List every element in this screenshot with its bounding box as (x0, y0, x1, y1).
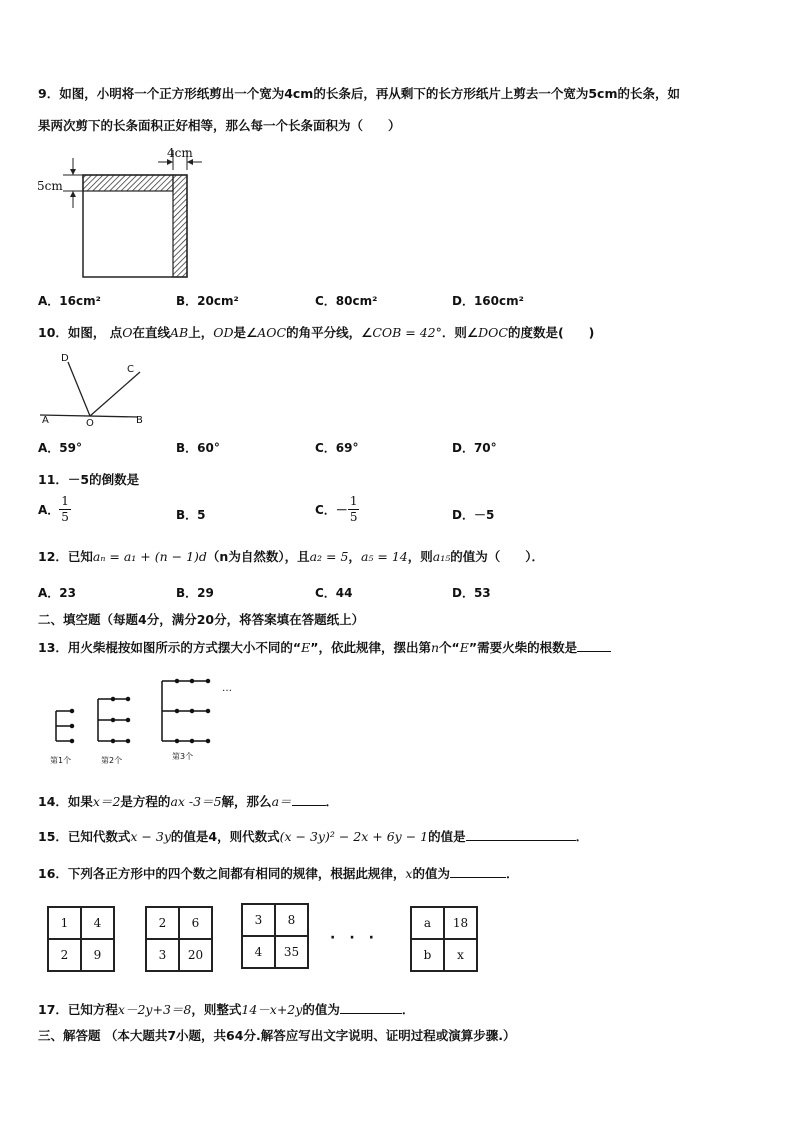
q10-text: 10．如图， 点O在直线AB上，OD是∠AOC的角平分线，∠COB = 42°．则∠DOC的度数是( ) (38, 325, 595, 340)
q9-option-d[interactable]: D．160cm² (452, 294, 524, 308)
q12-text: 12．已知aₙ = a₁ + (n − 1)d（n为自然数），且a₂ = 5，a₅ = 14，则a₁₅的值为（ ）． (38, 549, 544, 564)
q16-square-4 (410, 906, 478, 972)
q10-label-b: B (136, 415, 143, 426)
q16-text: 16．下列各正方形中的四个数之间都有相同的规律，根据此规律，x的值为 ． (38, 866, 519, 881)
q16-s4-cell: 18 (444, 907, 477, 939)
label-5cm: 5cm (37, 179, 63, 193)
section-3-heading: 三、解答题 （本大题共7小题，共64分.解答应写出文字说明、证明过程或演算步骤.） (38, 1028, 516, 1043)
q9-option-c[interactable]: C．80cm² (315, 294, 378, 308)
q13-caption-3: 第3个 (172, 752, 194, 761)
q16-s3-cell: 8 (275, 904, 308, 936)
q10-label-c: C (127, 364, 134, 375)
q11-option-c[interactable]: C．－ $\frac{1}{5}$ (315, 494, 358, 524)
q11-option-b[interactable]: B．5 (176, 508, 206, 522)
q10-label-a: A (42, 415, 49, 426)
q10-label-o: O (86, 418, 94, 429)
q9-text-line2: 果两次剪下的长条面积正好相等，那么每一个长条面积为（ ） (38, 118, 401, 133)
q16-s2-cell: 3 (146, 939, 179, 971)
q12-option-d[interactable]: D．53 (452, 586, 491, 600)
q9-text-line1: 9．如图，小明将一个正方形纸剪出一个宽为4cm的长条后，再从剩下的长方形纸片上剪去一个宽为5cm的长条，如 (38, 86, 680, 101)
q10-label-d: D (61, 353, 69, 364)
q10-option-b[interactable]: B．60° (176, 441, 220, 455)
q16-s1-cell: 4 (81, 907, 114, 939)
q12-option-a[interactable]: A．23 (38, 586, 76, 600)
q16-dots: · · · (330, 930, 374, 946)
q16-s3-cell: 3 (242, 904, 275, 936)
q13-text: 13．用火柴棍按如图所示的方式摆大小不同的“E”，依此规律，摆出第n个“E”需要火柴的根数是 (38, 638, 611, 656)
q16-s4-cell: b (411, 939, 444, 971)
q17-text: 17．已知方程x－2y+3＝8，则整式14－x+2y的值为 ． (38, 1002, 415, 1017)
q16-s4-cell: x (444, 939, 477, 971)
q16-s4-cell: a (411, 907, 444, 939)
q11-option-a[interactable]: A． $\frac{1}{5}$ (38, 494, 69, 524)
q14-text: 14．如果x＝2是方程的ax -3＝5解，那么a＝ ． (38, 794, 339, 809)
q16-square-1 (47, 906, 115, 972)
q11-text: 11．－5的倒数是 (38, 472, 140, 487)
q16-s1-cell: 9 (81, 939, 114, 971)
q15-text: 15．已知代数式x − 3y的值是4，则代数式(x − 3y)² − 2x + 6y − 1的值是 ． (38, 829, 589, 844)
q16-s3-cell: 4 (242, 936, 275, 968)
q16-s3-cell: 35 (275, 936, 308, 968)
q9-figure (30, 140, 210, 285)
q16-s2-cell: 2 (146, 907, 179, 939)
label-4cm: 4cm (167, 146, 193, 160)
q10-option-a[interactable]: A．59° (38, 441, 82, 455)
q13-matchstick-figure (50, 675, 230, 750)
q9-option-b[interactable]: B．20cm² (176, 294, 239, 308)
q16-s1-cell: 1 (48, 907, 81, 939)
q16-s2-cell: 6 (179, 907, 212, 939)
q11-option-d[interactable]: D．－5 (452, 508, 495, 522)
q13-caption-1: 第1个 (50, 756, 72, 765)
q10-option-c[interactable]: C．69° (315, 441, 359, 455)
q16-square-3 (241, 903, 309, 969)
section-2-heading: 二、填空题（每题4分，满分20分，将答案填在答题纸上） (38, 612, 365, 627)
q16-s1-cell: 2 (48, 939, 81, 971)
q12-option-b[interactable]: B．29 (176, 586, 214, 600)
q9-option-a[interactable]: A．16cm² (38, 294, 101, 308)
q16-square-2 (145, 906, 213, 972)
q13-ellipsis: … (222, 683, 232, 694)
q12-option-c[interactable]: C．44 (315, 586, 353, 600)
q10-option-d[interactable]: D．70° (452, 441, 497, 455)
q13-caption-2: 第2个 (101, 756, 123, 765)
q16-s2-cell: 20 (179, 939, 212, 971)
